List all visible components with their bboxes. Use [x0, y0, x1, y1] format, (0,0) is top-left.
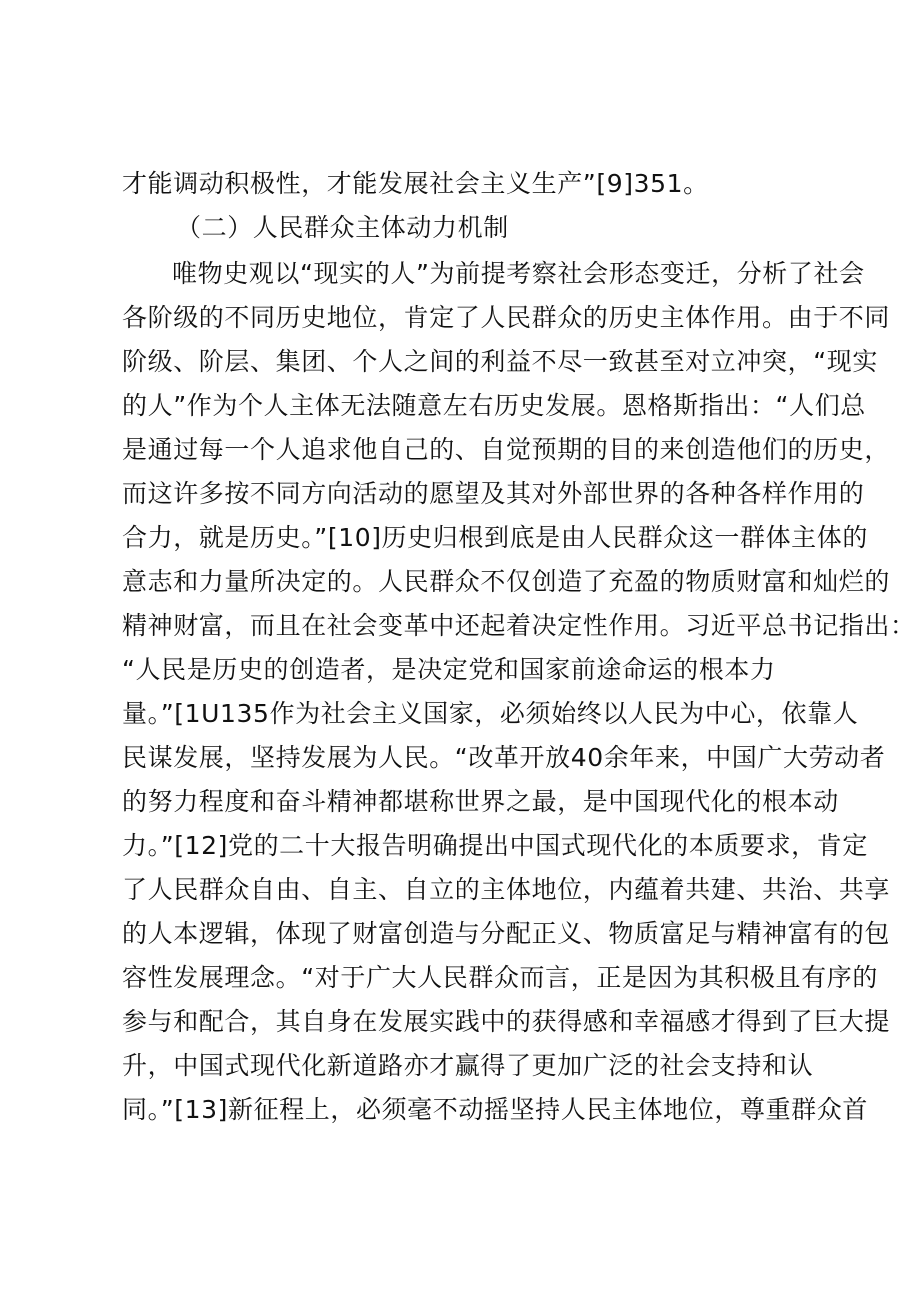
paragraph-line-16: 力。”[12]党的二十大报告明确提出中国式现代化的本质要求，肯定: [122, 831, 868, 860]
paragraph-line-5: 阶级、阶层、集团、个人之间的利益不尽一致甚至对立冲突，“现实: [122, 347, 878, 376]
paragraph-line-8: 而这许多按不同方向活动的愿望及其对外部世界的各种各样作用的: [122, 479, 865, 508]
paragraph-line-15: 的努力程度和奋斗精神都堪称世界之最，是中国现代化的根本动: [122, 787, 839, 816]
paragraph-line-20: 参与和配合，其自身在发展实践中的获得感和幸福感才得到了巨大提: [122, 1007, 891, 1036]
paragraph-line-19: 容性发展理念。“对于广大人民群众而言，正是因为其积极且有序的: [122, 963, 878, 992]
paragraph-line-17: 了人民群众自由、自主、自立的主体地位，内蕴着共建、共治、共享: [122, 875, 891, 904]
paragraph-line-6: 的人”作为个人主体无法随意左右历史发展。恩格斯指出：“人们总: [122, 391, 866, 420]
paragraph-line-10: 意志和力量所决定的。人民群众不仅创造了充盈的物质财富和灿烂的: [122, 567, 891, 596]
paragraph-line-21: 升，中国式现代化新道路亦才赢得了更加广泛的社会支持和认: [122, 1051, 814, 1080]
paragraph-line-22: 同。”[13]新征程上，必须毫不动摇坚持人民主体地位，尊重群众首: [122, 1095, 868, 1124]
paragraph-line-18: 的人本逻辑，体现了财富创造与分配正义、物质富足与精神富有的包: [122, 919, 891, 948]
paragraph-line-12: “人民是历史的创造者，是决定党和国家前途命运的根本力: [122, 655, 776, 684]
paragraph-line-7: 是通过每一个人追求他自己的、自觉预期的目的来创造他们的历史，: [122, 435, 891, 464]
paragraph-line-13: 量。”[1U135作为社会主义国家，必须始终以人民为中心，依靠人: [122, 699, 859, 728]
paragraph-line-1: 才能调动积极性，才能发展社会主义生产”[9]351。: [122, 169, 709, 198]
paragraph-line-3: 唯物史观以“现实的人”为前提考察社会形态变迁，分析了社会: [172, 259, 865, 288]
paragraph-line-11: 精神财富，而且在社会变革中还起着决定性作用。习近平总书记指出：: [122, 611, 916, 640]
paragraph-line-14: 民谋发展，坚持发展为人民。“改革开放40余年来，中国广大劳动者: [122, 743, 886, 772]
section-heading: （二）人民群众主体动力机制: [176, 213, 509, 242]
paragraph-line-9: 合力，就是历史。”[10]历史归根到底是由人民群众这一群体主体的: [122, 523, 868, 552]
paragraph-line-4: 各阶级的不同历史地位，肯定了人民群众的历史主体作用。由于不同: [122, 303, 891, 332]
